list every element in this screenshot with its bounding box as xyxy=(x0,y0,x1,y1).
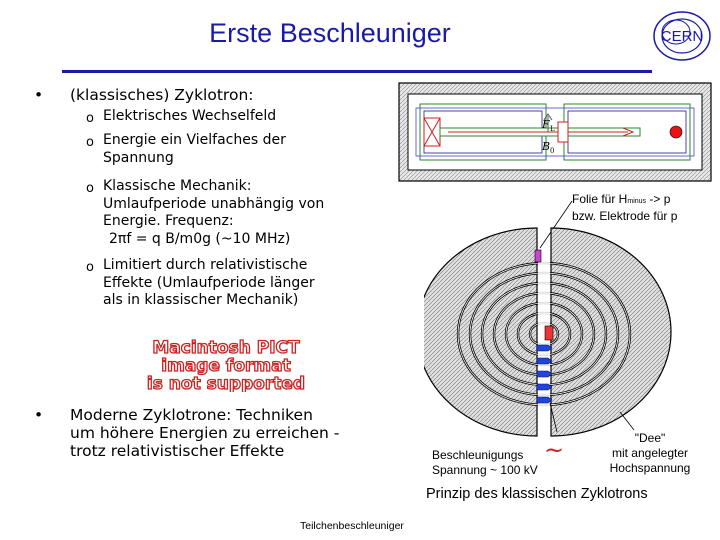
pict-placeholder-image xyxy=(96,336,356,392)
folie-label: Folie für Hminus -> p bzw. Elektrode für p xyxy=(572,192,678,223)
dee-label: "Dee" mit angelegter Hochspannung xyxy=(609,431,691,475)
cern-logo xyxy=(650,8,714,64)
sub-bullet-mechanik: Klassische Mechanik: Umlaufperiode unabhängig von Energie. Frequenz: 2πf = q B/m0g (~10 MHz) xyxy=(103,178,325,247)
pict-text-line: Macintosh PICT xyxy=(152,338,300,358)
sub-bullet-wechselfeld: Elektrisches Wechselfeld xyxy=(103,108,277,124)
page-title: Erste Beschleuniger xyxy=(209,18,451,48)
field-label: B xyxy=(542,140,551,153)
bullet-dot: • xyxy=(34,406,44,424)
pict-text-line: is not supported xyxy=(146,374,306,392)
force-label-sub: L xyxy=(550,125,555,133)
sub-bullet-marker: o xyxy=(86,260,94,275)
cyclotron-spiral-view xyxy=(424,198,720,458)
sub-bullet-marker: o xyxy=(86,111,94,126)
figure-caption: Prinzip des klassischen Zyklotrons xyxy=(426,486,648,502)
bullet-zyklotron: (klassisches) Zyklotron: xyxy=(70,86,254,104)
field-label-sub: 0 xyxy=(550,147,555,155)
title-divider xyxy=(62,70,652,73)
bullet-moderne: Moderne Zyklotrone: Techniken um höhere Energien zu erreichen - trotz relativistischer Effekte xyxy=(70,406,340,460)
sub-bullet-limitiert: Limitiert durch relativistische Effekte (Umlaufperiode länger als in klassischer Mechanik) xyxy=(103,257,315,308)
pict-text-line: image format xyxy=(161,356,291,376)
acceleration-voltage-label: Beschleunigungs Spannung ~ 100 kV xyxy=(432,448,538,477)
cern-logo-text: CERN xyxy=(660,28,704,45)
sub-bullet-energie: Energie ein Vielfaches der Spannung xyxy=(103,132,286,166)
bullet-dot: • xyxy=(34,86,44,104)
sub-bullet-marker: o xyxy=(86,181,94,196)
sub-bullet-marker: o xyxy=(86,135,94,150)
force-label: F xyxy=(542,118,550,131)
cyclotron-side-view xyxy=(398,82,712,182)
ac-source-icon: ~ xyxy=(544,436,565,464)
slide-footer: Teilchenbeschleuniger xyxy=(300,520,404,532)
